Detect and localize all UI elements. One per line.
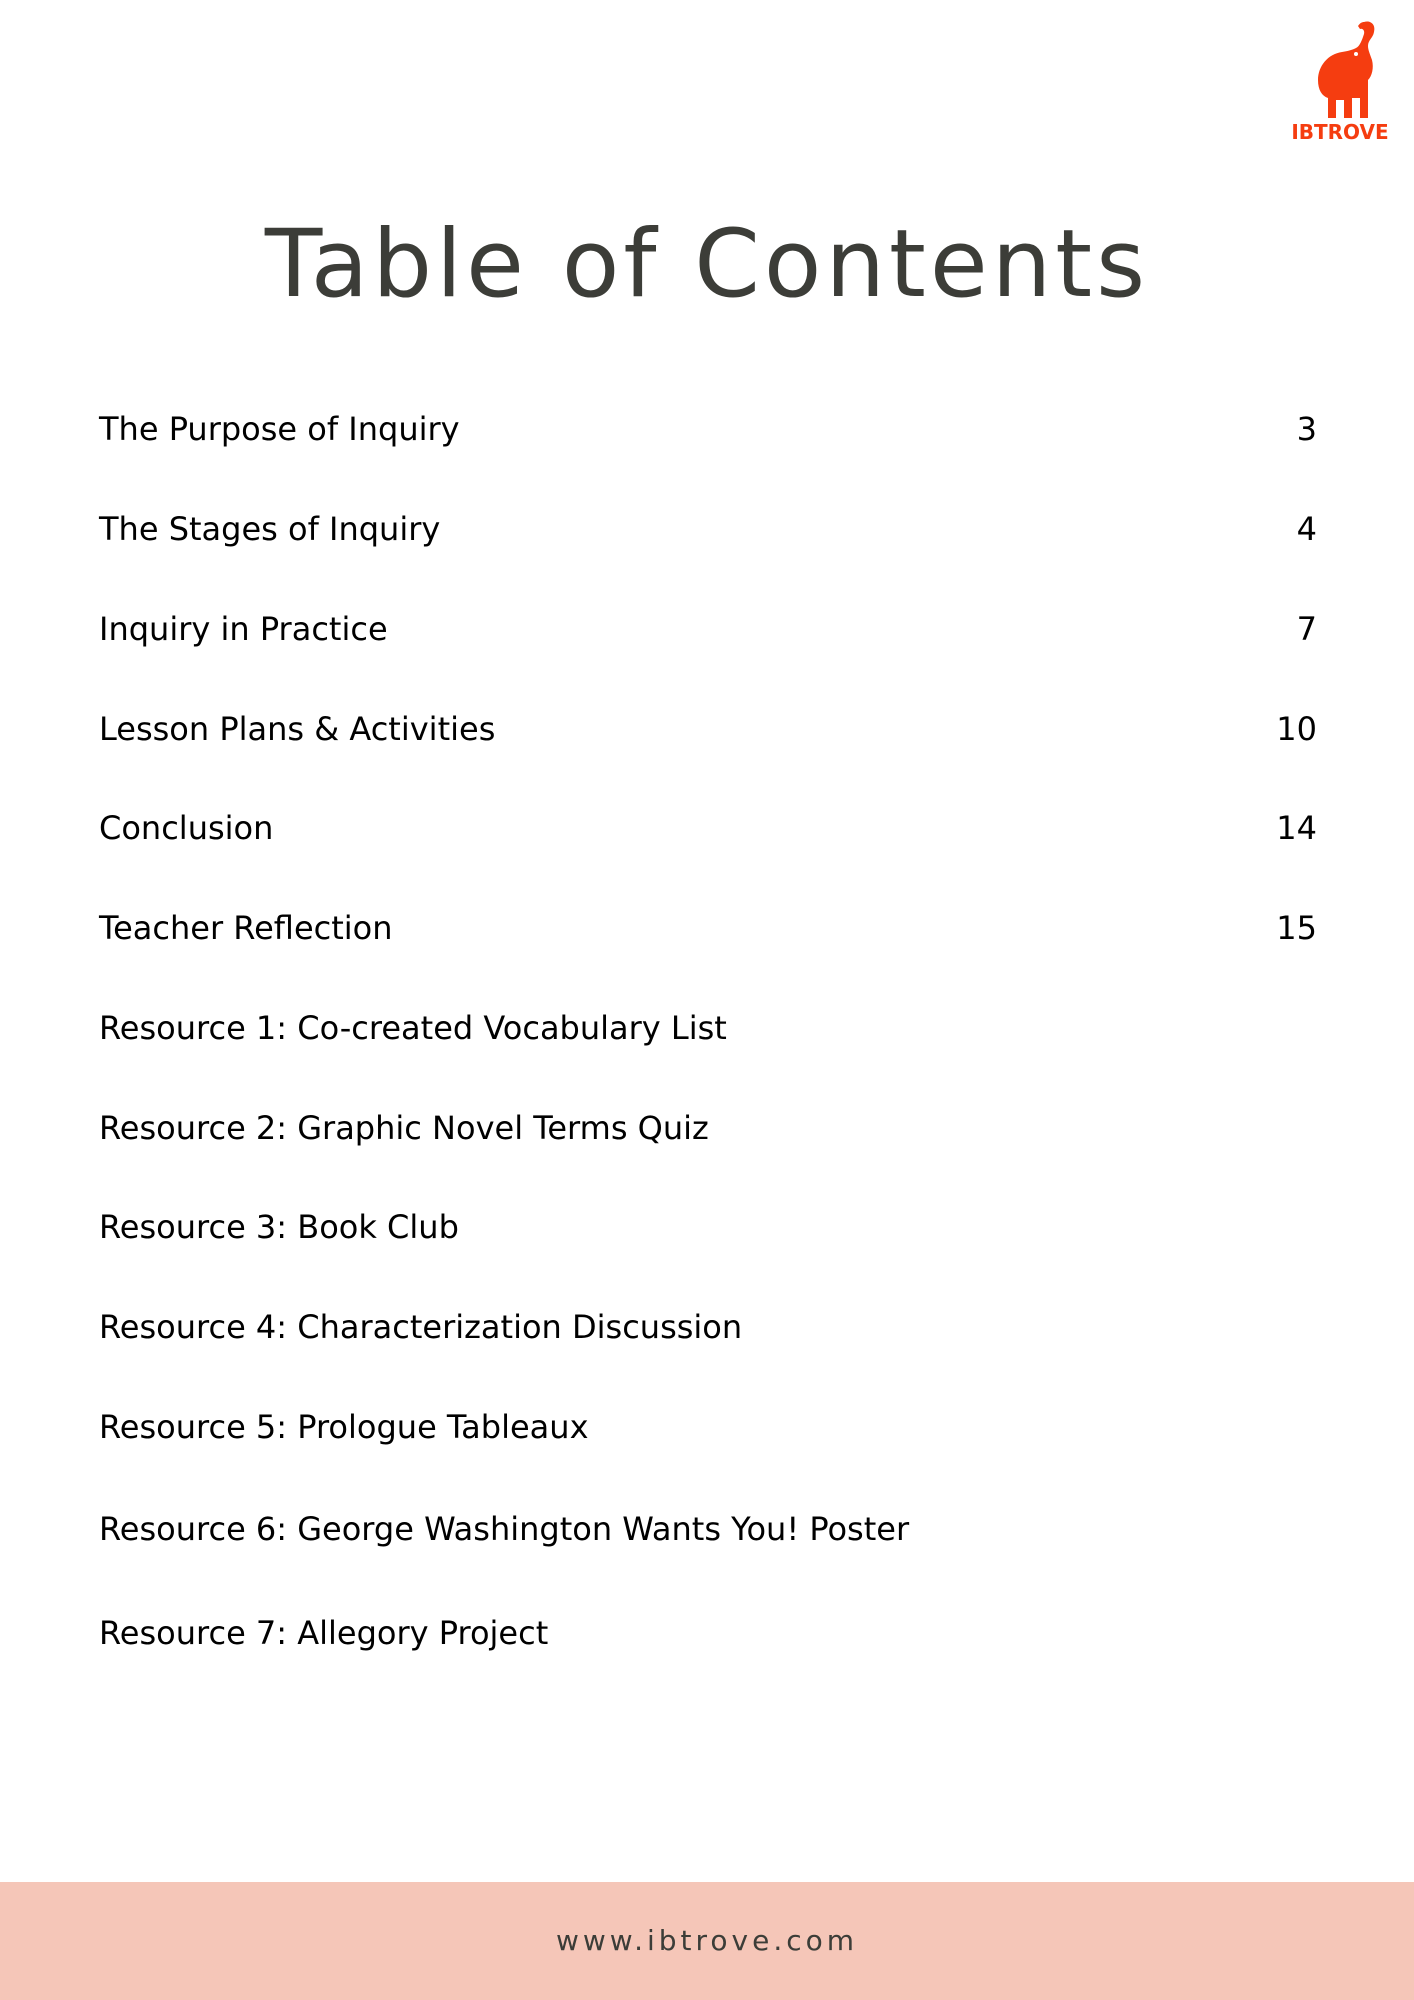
toc-entry[interactable] [99,607,1317,651]
toc-entry-page: 10 [1276,710,1317,748]
page-title: Table of Contents [264,210,1150,319]
toc-entry-title: Resource 2: Graphic Novel Terms Quiz [99,1109,709,1147]
toc-entry-title: Conclusion [99,809,274,847]
toc-entry-page: 4 [1296,510,1317,548]
toc-entry-page: 3 [1296,410,1317,448]
website-link[interactable]: www.ibtrove.com [555,1924,859,1957]
toc-entry[interactable] [99,806,1317,850]
elephant-icon [1312,20,1380,124]
toc-entry-title: Resource 4: Characterization Discussion [99,1308,743,1346]
toc-entry-page: 15 [1276,909,1317,947]
toc-entry-title: Resource 5: Prologue Tableaux [99,1408,589,1446]
toc-entry-title: Teacher Reflection [99,909,393,947]
toc-entry[interactable] [99,407,1317,451]
toc-entry[interactable] [99,1205,1317,1249]
toc-entry[interactable] [99,707,1317,751]
toc-entry-title: The Purpose of Inquiry [99,410,460,448]
toc-entry[interactable] [99,1405,1317,1449]
logo-text: IBTROVE [1291,120,1389,144]
footer-band [0,1882,1414,2000]
toc-entry[interactable] [99,507,1317,551]
toc-entry-title: Resource 3: Book Club [99,1208,459,1246]
toc-entry[interactable] [99,1611,1317,1655]
toc-entry[interactable] [99,1006,1317,1050]
toc-entry[interactable] [99,906,1317,950]
brand-logo[interactable] [1290,20,1390,145]
toc-entry-title: Lesson Plans & Activities [99,710,496,748]
toc-entry-title: Resource 6: George Washington Wants You! Poster [99,1510,910,1548]
toc-entry-page: 14 [1276,809,1317,847]
toc-entry[interactable] [99,1507,1317,1551]
toc-entry-title: Resource 1: Co-created Vocabulary List [99,1009,727,1047]
toc-entry-page: 7 [1296,610,1317,648]
toc-entry[interactable] [99,1106,1317,1150]
toc-entry-title: Inquiry in Practice [99,610,388,648]
toc-entry-title: The Stages of Inquiry [99,510,441,548]
toc-entry-title: Resource 7: Allegory Project [99,1614,549,1652]
toc-entry[interactable] [99,1305,1317,1349]
